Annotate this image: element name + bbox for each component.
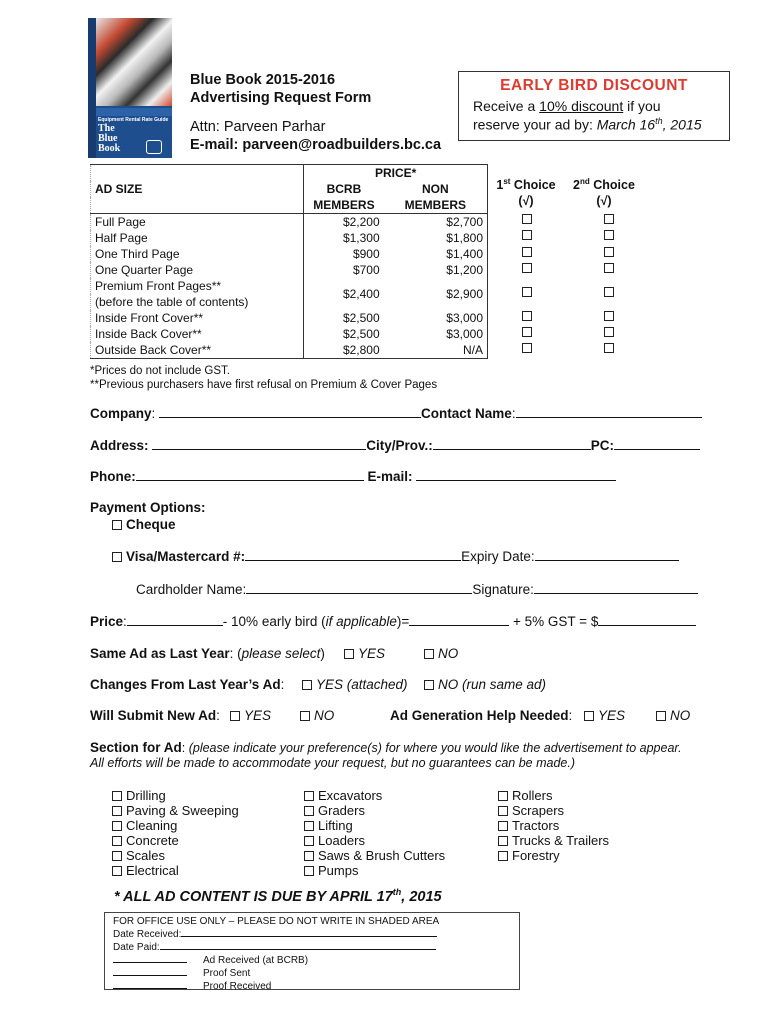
full-page-second-choice-checkbox[interactable] [604, 214, 614, 224]
section-checkbox[interactable] [498, 806, 508, 816]
cheque-checkbox[interactable] [112, 520, 122, 530]
section-checkbox[interactable] [304, 821, 314, 831]
quarter-page-second-choice-checkbox[interactable] [604, 263, 614, 273]
full-page-first-choice-checkbox[interactable] [522, 214, 532, 224]
date-received-row: Date Received: [113, 928, 511, 941]
same-ad-no-checkbox[interactable] [424, 649, 434, 659]
list-item: Electrical [112, 863, 239, 878]
section-checkbox[interactable] [498, 836, 508, 846]
ad-gen-no-checkbox[interactable] [656, 711, 666, 721]
section-checkbox[interactable] [112, 806, 122, 816]
blue-book-cover-image [88, 18, 172, 158]
address-field[interactable] [152, 438, 366, 450]
list-item: Graders [304, 803, 445, 818]
contact-email: E-mail: parveen@roadbuilders.bc.ca [190, 137, 442, 153]
list-item: Forestry [498, 848, 609, 863]
cover-band [96, 108, 172, 116]
total-field[interactable] [598, 614, 696, 626]
list-item: Rollers [498, 788, 609, 803]
early-bird-line1: Receive a 10% discount if you [473, 98, 661, 114]
postal-code-field[interactable] [614, 438, 700, 450]
email-field[interactable] [416, 469, 616, 481]
changes-no-option: NO (run same ad) [424, 677, 546, 692]
section-for-ad-row: Section for Ad: (please indicate your preference(s) for where you would like the advertisement to appear. [90, 740, 682, 755]
section-checkbox[interactable] [304, 851, 314, 861]
visa-checkbox[interactable] [112, 552, 122, 562]
inside-back-first-choice-checkbox[interactable] [522, 327, 532, 337]
price-header: PRICE* [304, 165, 488, 182]
second-choice-header: 2nd Choice (√) [573, 177, 635, 209]
price-field[interactable] [127, 614, 223, 626]
phone-row: Phone: E-mail: [90, 469, 616, 484]
price-table: PRICE* AD SIZE BCRB NON MEMBERS MEMBERS Full Page $2,200 $2,700 Half Page $1,300 $1,800 One Third Page $900 $1,400 One Quarter Page $700 $1,200 Premium Front Pages** $2,400 $2,900 (before the table of contents) Inside Front Cover** $2,500 $3,000 Inside Back Cover** $2,500 $3,000 Outside Back Cover** $2,800 N/A [90, 164, 488, 359]
list-item: Lifting [304, 818, 445, 833]
outside-back-first-choice-checkbox[interactable] [522, 343, 532, 353]
submit-yes-option: YES [230, 708, 271, 723]
company-row: Company: Contact Name: [90, 406, 702, 421]
table-row: Full Page $2,200 $2,700 [91, 214, 488, 231]
list-item: Saws & Brush Cutters [304, 848, 445, 863]
section-checkbox[interactable] [112, 791, 122, 801]
same-ad-yes-option: YES [344, 646, 385, 661]
section-checkbox[interactable] [304, 836, 314, 846]
section-checkbox[interactable] [304, 791, 314, 801]
cover-subtitle: Equipment Rental Rate Guide [98, 117, 169, 123]
premium-front-second-choice-checkbox[interactable] [604, 287, 614, 297]
signature-field[interactable] [534, 582, 698, 594]
early-bird-line2: reserve your ad by: March 16th, 2015 [473, 116, 702, 133]
list-item: Scrapers [498, 803, 609, 818]
table-row: One Third Page $900 $1,400 [91, 246, 488, 262]
submit-yes-checkbox[interactable] [230, 711, 240, 721]
table-row: Premium Front Pages** $2,400 $2,900 [91, 278, 488, 294]
ad-size-header: AD SIZE [91, 181, 304, 197]
cover-spine [88, 18, 96, 158]
cover-artwork [96, 18, 172, 106]
quarter-page-first-choice-checkbox[interactable] [522, 263, 532, 273]
early-bird-title: EARLY BIRD DISCOUNT [500, 77, 688, 94]
same-ad-row: Same Ad as Last Year: (please select) [90, 646, 325, 661]
section-checkbox[interactable] [112, 836, 122, 846]
table-row: Inside Back Cover** $2,500 $3,000 [91, 326, 488, 342]
phone-field[interactable] [136, 469, 364, 481]
non-members-header: NON [384, 181, 488, 197]
ad-gen-yes-checkbox[interactable] [584, 711, 594, 721]
list-item: Scales [112, 848, 239, 863]
submit-no-checkbox[interactable] [300, 711, 310, 721]
will-submit-row: Will Submit New Ad: [90, 708, 220, 723]
cardholder-row: Cardholder Name: Signature: [136, 582, 698, 597]
expiry-date-field[interactable] [535, 549, 679, 561]
list-item: Tractors [498, 818, 609, 833]
payment-options-label: Payment Options: [90, 500, 206, 515]
contact-name-field[interactable] [516, 406, 702, 418]
changes-yes-checkbox[interactable] [302, 680, 312, 690]
inside-back-second-choice-checkbox[interactable] [604, 327, 614, 337]
office-use-box [104, 912, 520, 990]
price-calc-row: Price: - 10% early bird (if applicable)= + 5% GST = $ [90, 614, 696, 629]
section-checkbox[interactable] [498, 791, 508, 801]
table-row: One Quarter Page $700 $1,200 [91, 262, 488, 278]
ad-received-row: Ad Received (at BCRB) [113, 954, 511, 967]
table-row: Half Page $1,300 $1,800 [91, 230, 488, 246]
inside-front-second-choice-checkbox[interactable] [604, 311, 614, 321]
ad-gen-no-option: NO [656, 708, 690, 723]
half-page-second-choice-checkbox[interactable] [604, 230, 614, 240]
half-page-first-choice-checkbox[interactable] [522, 230, 532, 240]
third-page-second-choice-checkbox[interactable] [604, 247, 614, 257]
section-checkbox[interactable] [304, 806, 314, 816]
same-ad-no-option: NO [424, 646, 458, 661]
bcrb-header: BCRB [304, 181, 384, 197]
first-choice-header: 1st Choice (√) [496, 177, 556, 209]
section-checkbox[interactable] [112, 851, 122, 861]
ad-gen-help-label: Ad Generation Help Needed: [390, 708, 573, 723]
office-use-title: FOR OFFICE USE ONLY – PLEASE DO NOT WRITE IN SHADED AREA [113, 916, 440, 927]
discounted-price-field[interactable] [409, 614, 509, 626]
attn-line: Attn: Parveen Parhar [190, 119, 326, 135]
cover-seal-icon [146, 140, 162, 154]
list-item: Loaders [304, 833, 445, 848]
proof-sent-row: Proof Sent [113, 967, 511, 980]
date-paid-row: Date Paid: [113, 941, 511, 954]
section-column-1 [112, 788, 239, 878]
due-date-notice: * ALL AD CONTENT IS DUE BY APRIL 17th, 2015 [114, 887, 442, 905]
submit-no-option: NO [300, 708, 334, 723]
section-checkbox[interactable] [112, 821, 122, 831]
inside-front-first-choice-checkbox[interactable] [522, 311, 532, 321]
section-checkbox[interactable] [498, 851, 508, 861]
cover-title: The Blue Book [98, 123, 121, 154]
cardholder-name-field[interactable] [246, 582, 472, 594]
address-row: Address: City/Prov.: PC: [90, 438, 700, 453]
section-checkbox[interactable] [112, 866, 122, 876]
same-ad-yes-checkbox[interactable] [344, 649, 354, 659]
section-column-3 [498, 788, 609, 863]
list-item: Paving & Sweeping [112, 803, 239, 818]
proof-received-row: Proof Received [113, 980, 511, 993]
section-checkbox[interactable] [304, 866, 314, 876]
section-column-2 [304, 788, 445, 878]
changes-row: Changes From Last Year’s Ad: [90, 677, 285, 692]
city-prov-field[interactable] [433, 438, 591, 450]
list-item: Pumps [304, 863, 445, 878]
list-item: Trucks & Trailers [498, 833, 609, 848]
price-notes: *Prices do not include GST. **Previous purchasers have first refusal on Premium & Cover Pages [90, 365, 438, 391]
form-title: Blue Book 2015-2016 Advertising Request Form [190, 72, 372, 106]
list-item: Drilling [112, 788, 239, 803]
outside-back-second-choice-checkbox[interactable] [604, 343, 614, 353]
third-page-first-choice-checkbox[interactable] [522, 247, 532, 257]
visa-row: Visa/Mastercard #: Expiry Date: [112, 549, 679, 564]
cheque-option: Cheque [112, 517, 176, 532]
changes-no-checkbox[interactable] [424, 680, 434, 690]
table-row: Inside Front Cover** $2,500 $3,000 [91, 310, 488, 326]
list-item: Excavators [304, 788, 445, 803]
card-number-field[interactable] [245, 549, 461, 561]
premium-front-first-choice-checkbox[interactable] [522, 287, 532, 297]
changes-yes-option: YES (attached) [302, 677, 408, 692]
section-note-line2: All efforts will be made to accommodate your request, but no guarantees can be made.) [90, 756, 575, 770]
early-bird-box [458, 71, 730, 141]
list-item: Concrete [112, 833, 239, 848]
list-item: Cleaning [112, 818, 239, 833]
ad-gen-yes-option: YES [584, 708, 625, 723]
table-row: (before the table of contents) [91, 294, 488, 310]
company-field[interactable] [159, 406, 421, 418]
table-row: Outside Back Cover** $2,800 N/A [91, 342, 488, 359]
section-checkbox[interactable] [498, 821, 508, 831]
